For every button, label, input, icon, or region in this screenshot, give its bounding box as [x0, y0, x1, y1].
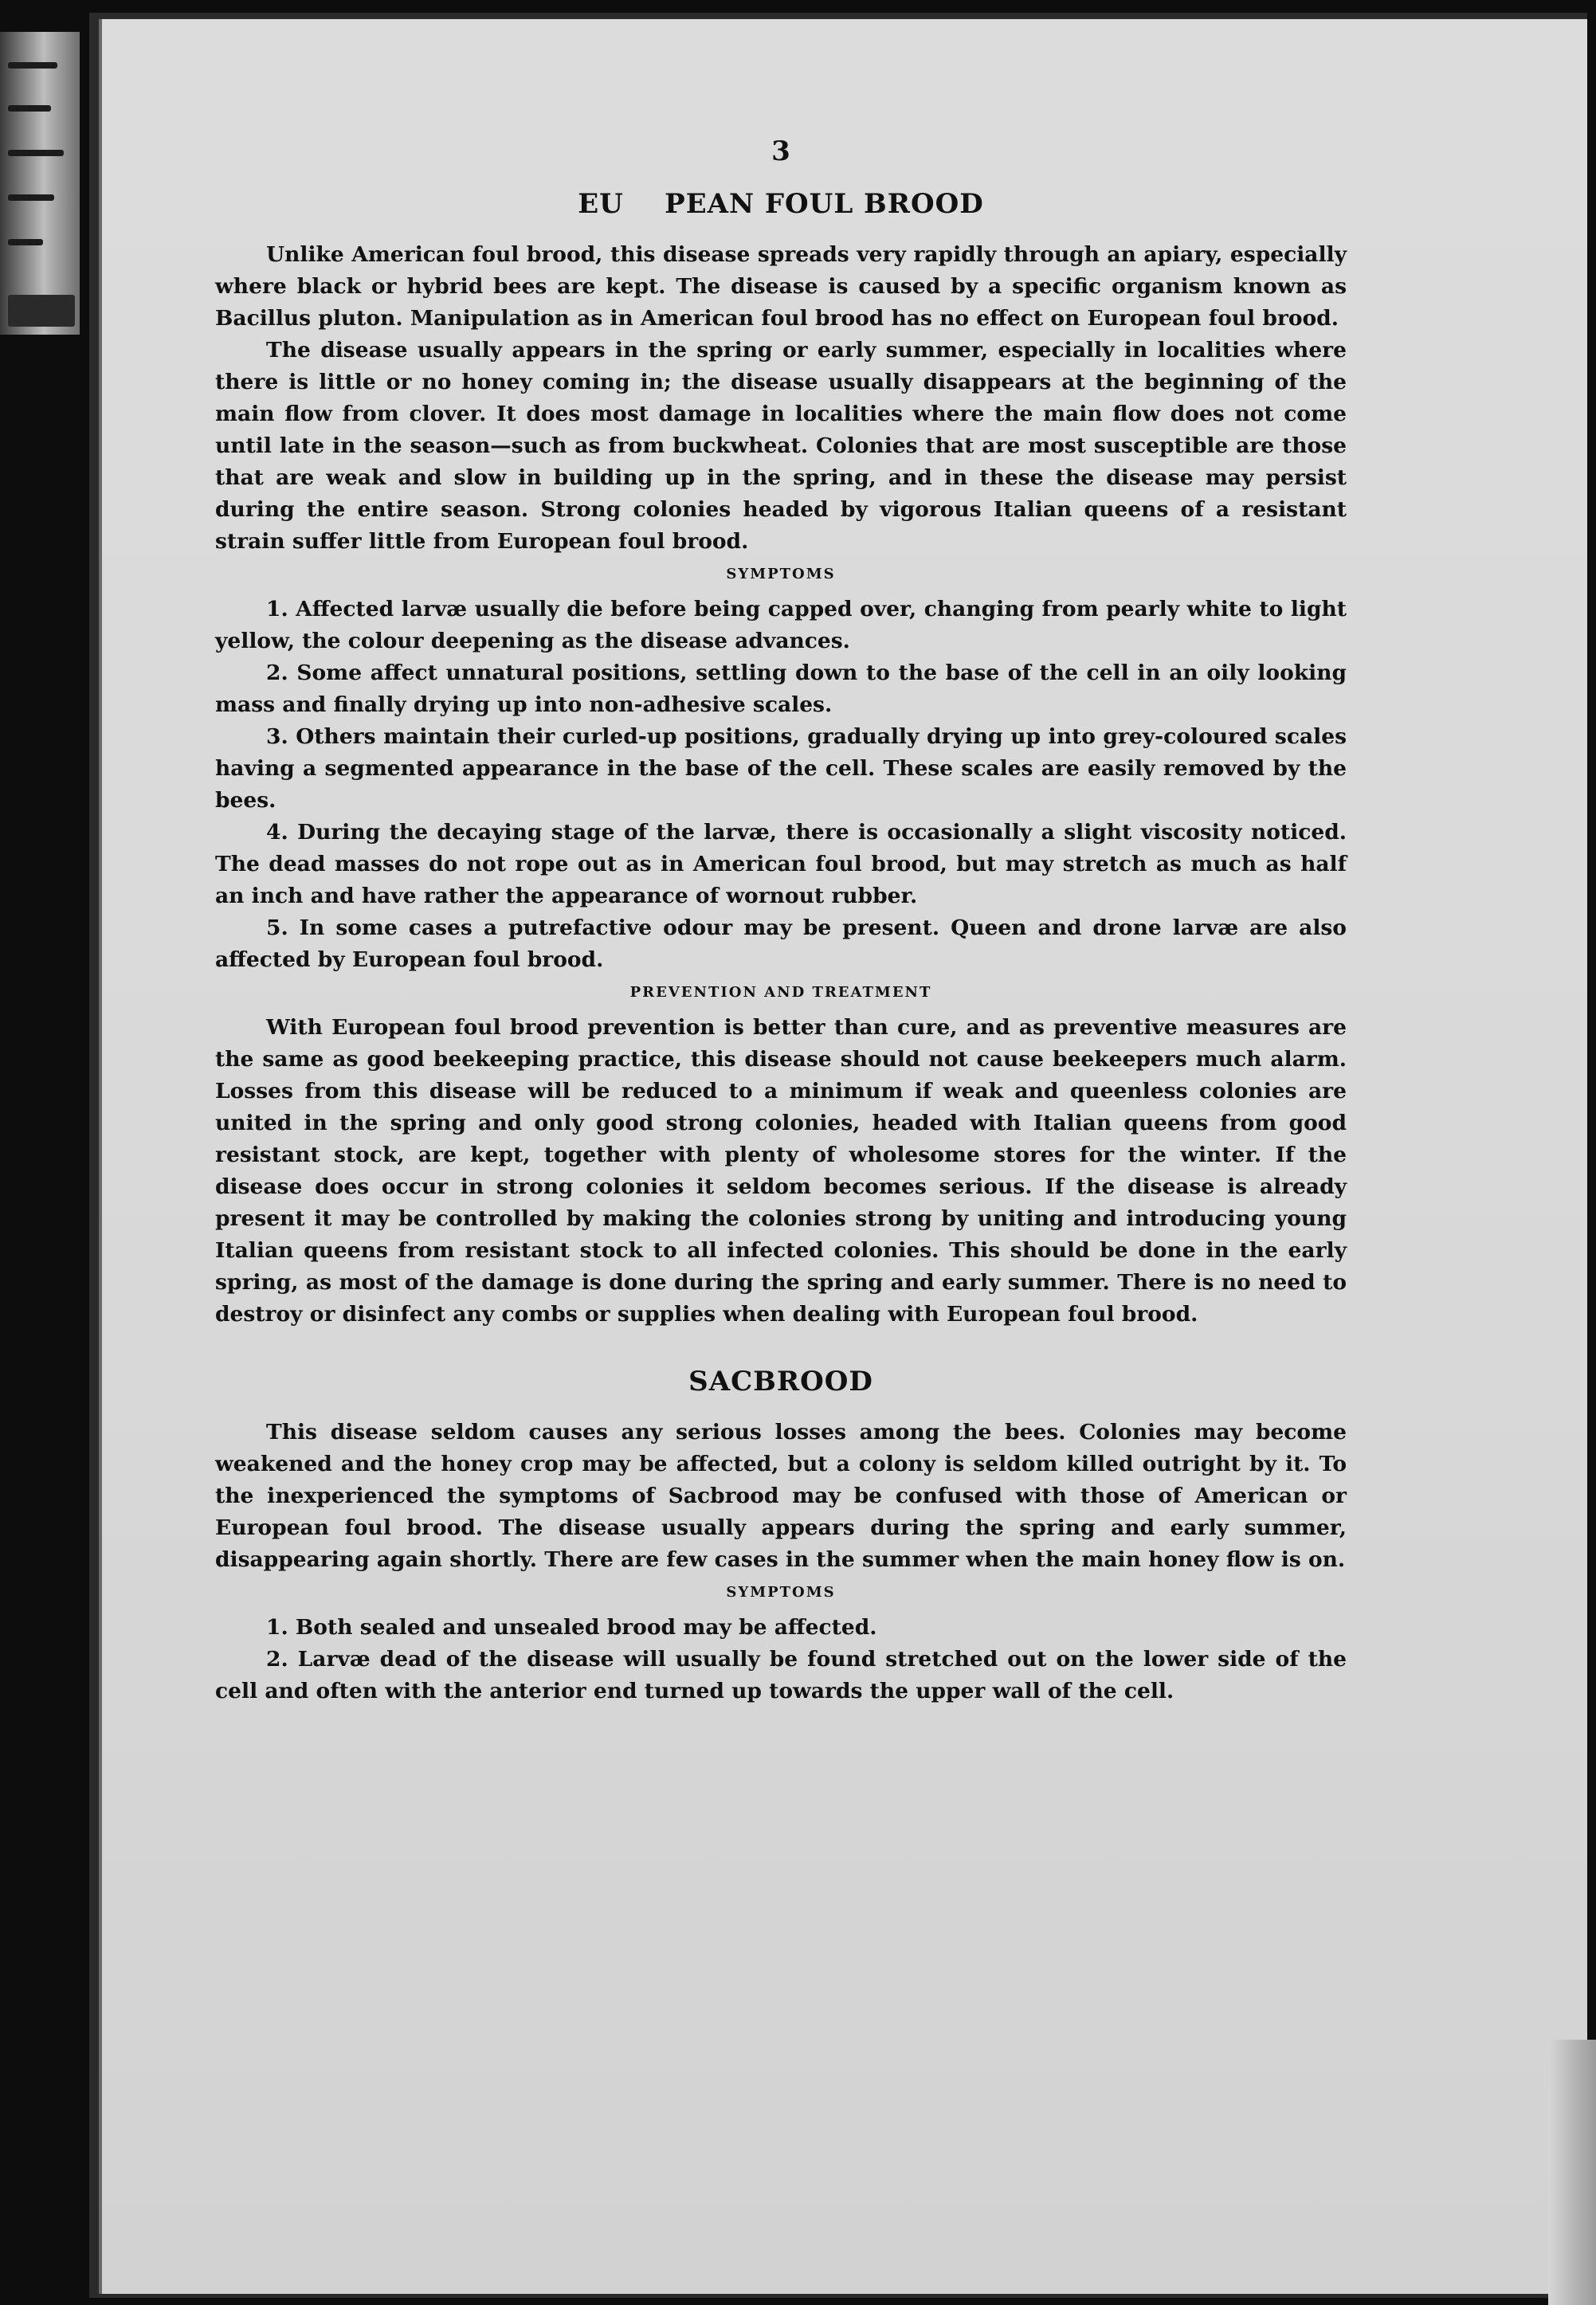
ink-mark	[8, 150, 64, 156]
subheading-symptoms: SYMPTOMS	[726, 1584, 836, 1601]
page-curl	[1548, 2040, 1596, 2305]
paragraph: The disease usually appears in the spring or early summer, especially in localities where there is little or no honey coming in; the disease usually disappears at the beginning of the main flow from clover. It does most damage in localities where the main flow does not come until late in the season—such as from buckwheat. Colonies that are most susceptible are those that are weak and slow in building up in the spring, and in these the disease may persist during the entire season. Strong colonies headed by vigorous Italian queens of a resistant strain suffer little from European foul brood.	[215, 338, 1347, 554]
paragraph: Unlike American foul brood, this disease spreads very rapidly through an apiary, especially where black or hybrid bees are kept. The disease is caused by a specific organism known as Bacillus pluton. Manipulation as in American foul brood has no effect on European foul brood.	[215, 242, 1347, 331]
ink-mark	[8, 295, 75, 327]
symptom-item: 2. Some affect unnatural positions, settling down to the base of the cell in an oily looking mass and finally drying up into non-adhesive scales.	[215, 661, 1347, 717]
subheading-prevention-and-treatment: PREVENTION AND TREATMENT	[629, 984, 932, 1001]
section-title-sacbrood: SACBROOD	[688, 1366, 873, 1398]
symptom-item: 5. In some cases a putrefactive odour may be present. Queen and drone larvæ are also affected by European foul brood.	[215, 915, 1347, 972]
symptom-item: 3. Others maintain their curled-up positions, gradually drying up into grey-coloured scales having a segmented appearance in the base of the cell. These scales are easily removed by the bees.	[215, 724, 1347, 813]
section-title-european-foul-brood: EU PEAN FOUL BROOD	[578, 188, 984, 220]
symptom-item: 2. Larvæ dead of the disease will usually be found stretched out on the lower side of the cell and often with the anterior end turned up towards the upper wall of the cell.	[215, 1647, 1347, 1703]
ink-mark	[8, 62, 57, 69]
section-gap	[215, 1331, 1347, 1356]
paragraph: This disease seldom causes any serious losses among the bees. Colonies may become weakened and the honey crop may be affected, but a colony is seldom killed outright by it. To the inexperienced the symptoms of Sacbrood may be confused with those of American or European foul brood. The disease usually appears during the spring and early summer, disappearing again shortly. There are few cases in the summer when the main honey flow is on.	[215, 1420, 1347, 1572]
page-number: 3	[771, 135, 790, 167]
adjacent-page-edge	[0, 32, 80, 335]
ink-mark	[8, 194, 54, 201]
page-content	[215, 135, 1347, 1707]
symptom-item: 4. During the decaying stage of the larvæ, there is occasionally a slight viscosity noticed. The dead masses do not rope out as in American foul brood, but may stretch as much as half an inch and have rather the appearance of wornout rubber.	[215, 820, 1347, 908]
symptom-item: 1. Both sealed and unsealed brood may be affected.	[266, 1615, 877, 1640]
ink-mark	[8, 239, 43, 245]
symptom-item: 1. Affected larvæ usually die before being capped over, changing from pearly white to light yellow, the colour deepening as the disease advances.	[215, 597, 1347, 653]
paragraph: With European foul brood prevention is better than cure, and as preventive measures are the same as good beekeeping practice, this disease should not cause beekeepers much alarm. Losses from this disease will be reduced to a minimum if weak and queenless colonies are united in the spring and only good strong colonies, headed with Italian queens from good resistant stock, are kept, together with plenty of wholesome stores for the winter. If the disease does occur in strong colonies it seldom becomes serious. If the disease is already present it may be controlled by making the colonies strong by uniting and introducing young Italian queens from resistant stock to all infected colonies. This should be done in the early spring, as most of the damage is done during the spring and early summer. There is no need to destroy or disinfect any combs or supplies when dealing with European foul brood.	[215, 1015, 1347, 1327]
ink-mark	[8, 105, 51, 112]
subheading-symptoms: SYMPTOMS	[726, 566, 836, 582]
